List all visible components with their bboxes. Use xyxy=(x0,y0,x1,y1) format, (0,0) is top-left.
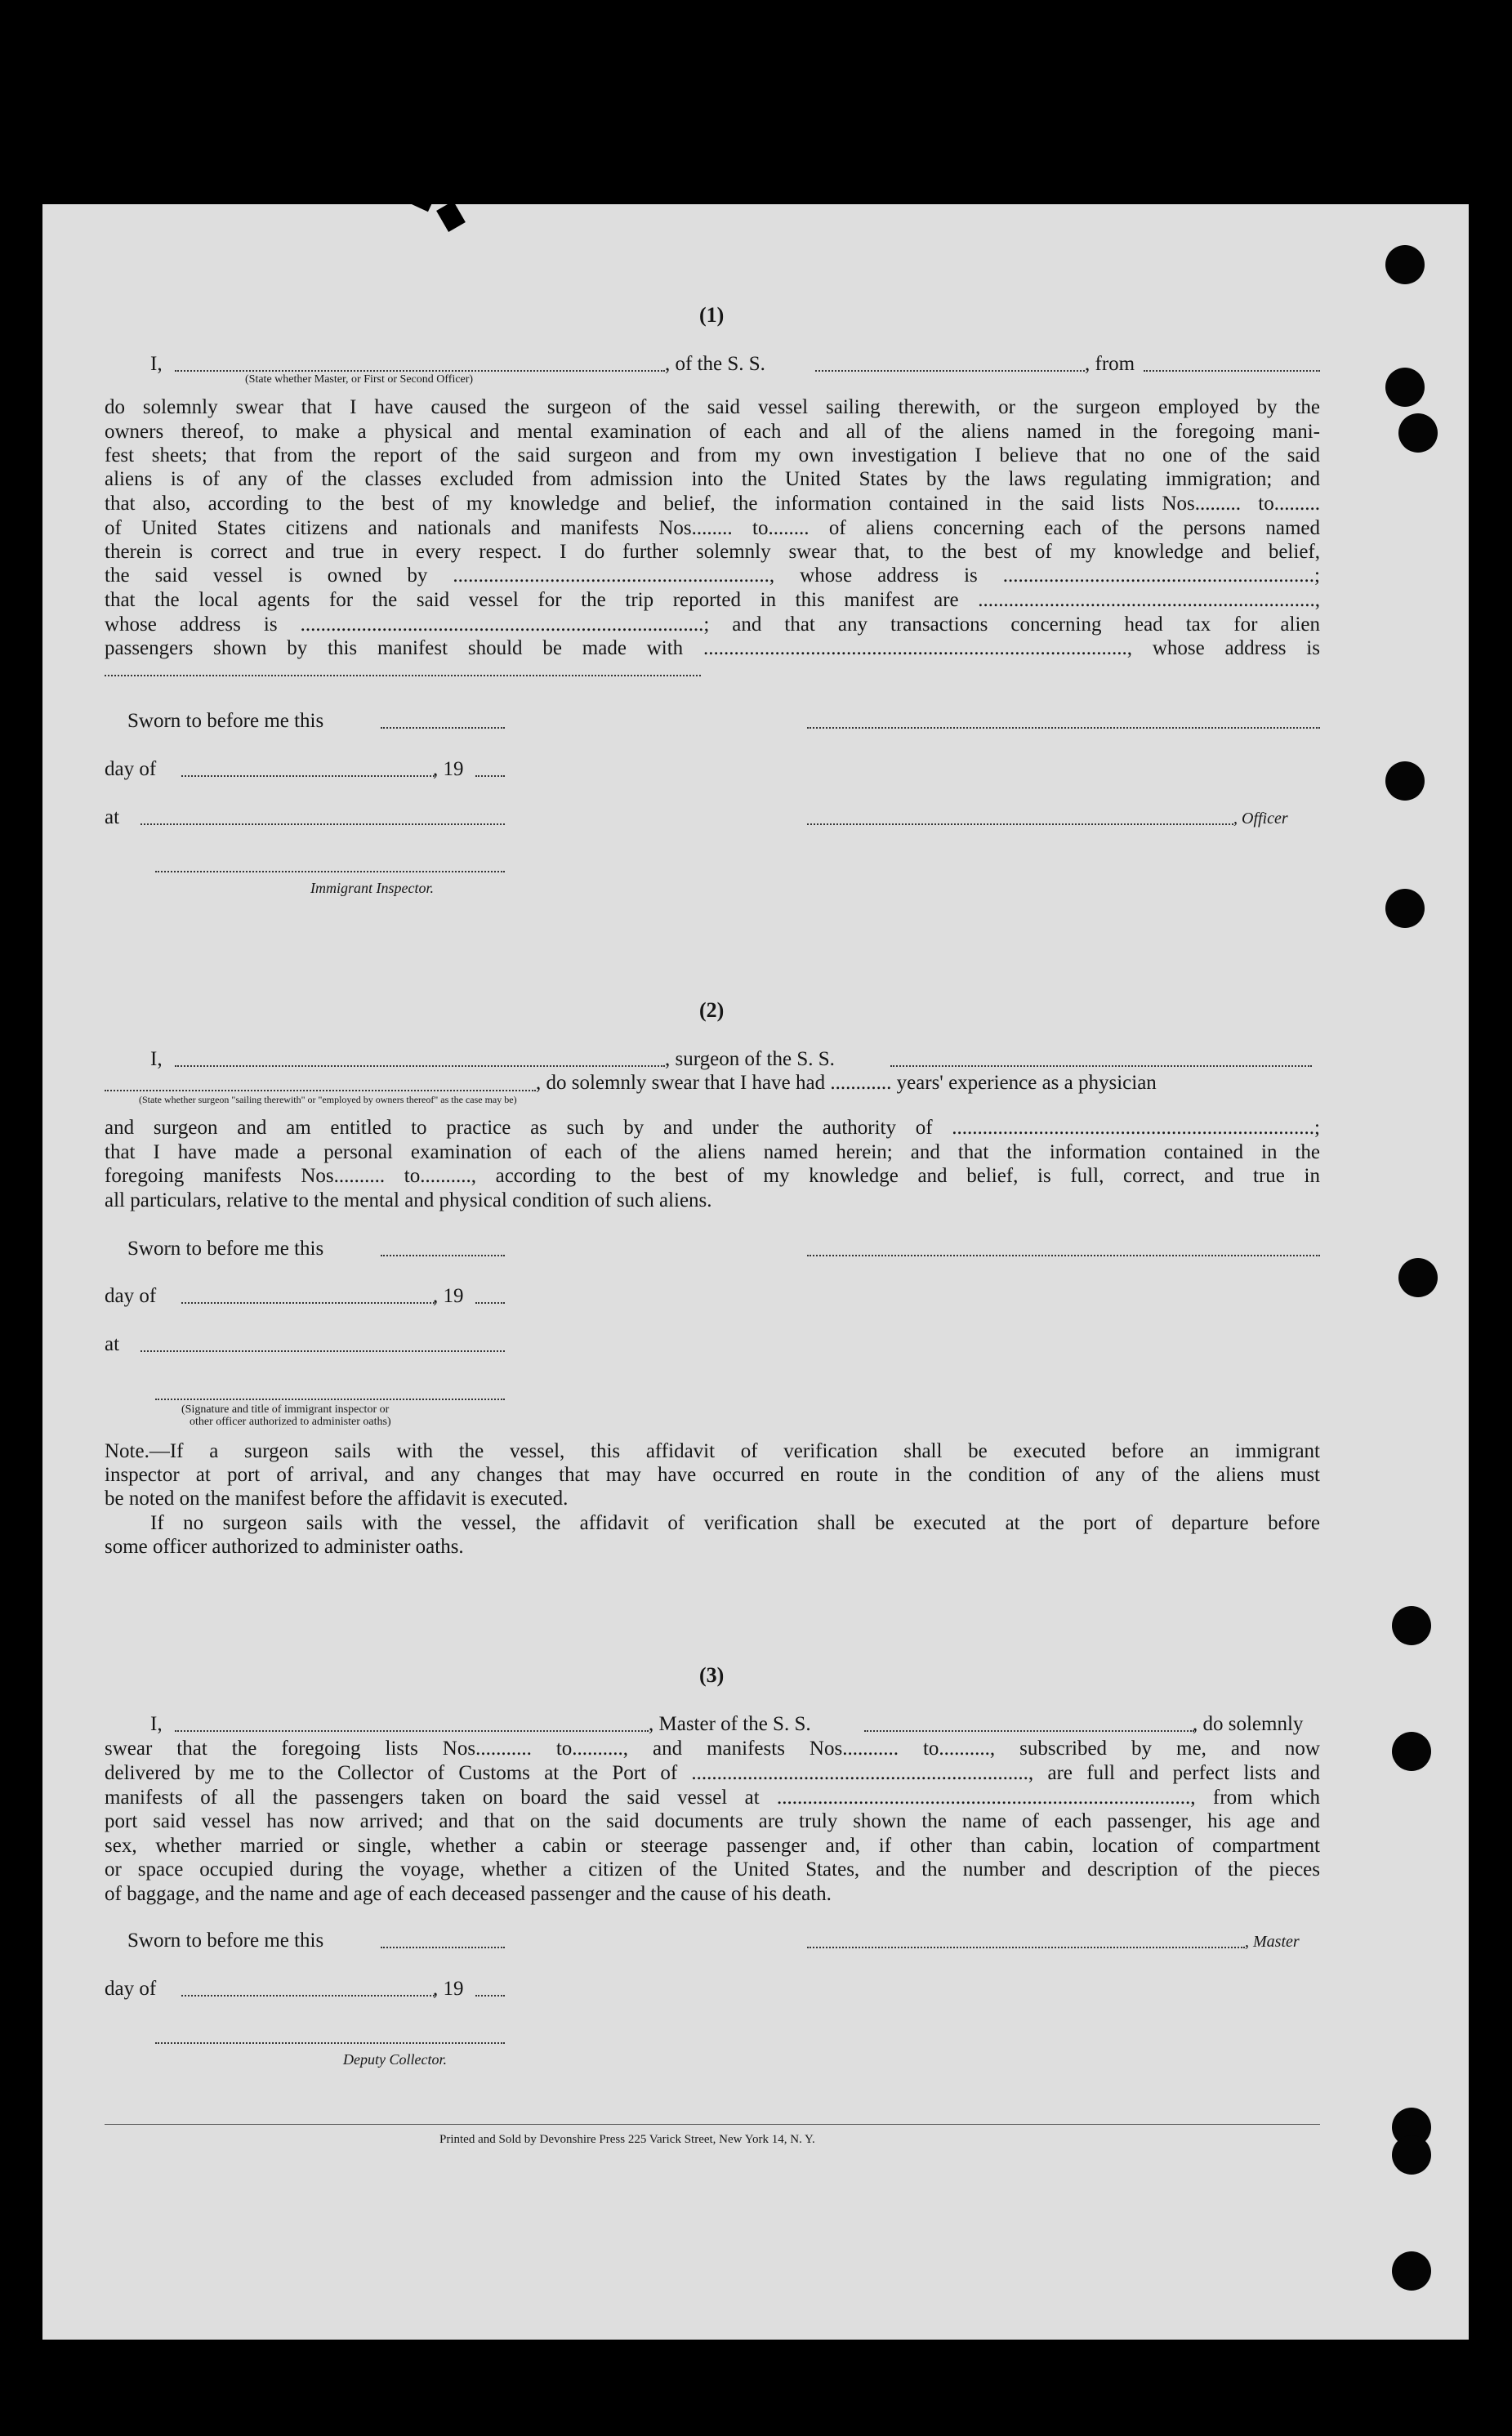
punch-hole xyxy=(1398,413,1438,453)
oath-paragraph-line: that the local agents for the said vessel for the trip reported in this manifest are .................................................................., xyxy=(105,589,1320,611)
punch-hole xyxy=(1392,2251,1431,2291)
day-of-field xyxy=(181,1302,435,1304)
footer-rule xyxy=(105,2124,1320,2125)
master-paragraph-line: swear that the foregoing lists Nos........... to.........., and manifests Nos........... to.........., subscribed by me, and now xyxy=(105,1738,1320,1760)
day-of-field xyxy=(181,1995,435,1997)
solemnly-label: , do solemnly xyxy=(1193,1713,1304,1735)
at-field xyxy=(140,1350,505,1352)
punch-hole xyxy=(1392,1732,1431,1771)
at-label: at xyxy=(105,1333,120,1355)
master-paragraph-line: or space occupied during the voyage, whether a citizen of the United States, and the number and description of the pieces xyxy=(105,1858,1320,1881)
note-line: If no surgeon sails with the vessel, the affidavit of verification shall be executed at the port of departure before xyxy=(150,1512,1320,1534)
oath-paragraph-line: fest sheets; that from the report of the said surgeon and from my own investigation I believe that no one of the said xyxy=(105,444,1320,466)
signature-caption: other officer authorized to administer oaths) xyxy=(190,1416,391,1428)
section-number: (3) xyxy=(699,1663,725,1687)
oath-paragraph-line: the said vessel is owned by .............................................................., whose address is .............................................................; xyxy=(105,564,1320,587)
master-signature-field xyxy=(807,1947,1245,1948)
note-line: inspector at port of arrival, and any changes that may have occurred en route in the condition of any of the aliens must xyxy=(105,1464,1320,1486)
oath-paragraph-line: that also, according to the best of my knowledge and belief, the information contained in the said lists Nos......... to......... xyxy=(105,493,1320,515)
signature-caption: (Signature and title of immigrant inspector or xyxy=(181,1403,390,1416)
surgeon-paragraph-line: all particulars, relative to the mental and physical condition of such aliens. xyxy=(105,1189,712,1211)
punch-hole xyxy=(1392,1606,1431,1645)
master-paragraph-line: port said vessel has now arrived; and that on the said documents are truly shown the name of each passenger, his age and xyxy=(105,1810,1320,1832)
surgeon-paragraph-line: foregoing manifests Nos.......... to.........., according to the best of my knowledge and belief, is full, correct, and true in xyxy=(105,1165,1320,1187)
sworn-label: Sworn to before me this xyxy=(127,1930,324,1952)
punch-hole xyxy=(1385,889,1425,928)
field-note: (State whether surgeon "sailing therewith" or "employed by owners thereof" as the case may be) xyxy=(139,1094,517,1105)
year-field xyxy=(475,775,505,777)
surgeon-vessel-field xyxy=(890,1065,1312,1067)
vessel-label: , of the S. S. xyxy=(665,353,765,375)
year-field xyxy=(475,1995,505,1997)
surgeon-vessel-label: , surgeon of the S. S. xyxy=(665,1048,835,1070)
sworn-label: Sworn to before me this xyxy=(127,1238,324,1260)
punch-hole xyxy=(1385,368,1425,407)
oath-paragraph-line: owners thereof, to make a physical and mental examination of each and all of the aliens named in the foregoing mani- xyxy=(105,421,1320,443)
oath-paragraph-line: whose address is ...............................................................................; and that any transactions concerning head tax for alien xyxy=(105,613,1320,636)
officer-name-field xyxy=(175,370,665,372)
from-field xyxy=(1144,370,1320,372)
oath-line-i: I, xyxy=(150,353,163,375)
sworn-label: Sworn to before me this xyxy=(127,710,324,732)
oath-paragraph-line: therein is correct and true in every respect. I do further solemnly swear that, to the best of my knowledge and belief, xyxy=(105,541,1320,563)
surgeon-signature-field xyxy=(807,1255,1320,1256)
sworn-date-field xyxy=(381,1947,505,1948)
day-of-field xyxy=(181,775,435,777)
surgeon-paragraph-line: that I have made a personal examination of each of the aliens named herein; and that the information contained in the xyxy=(105,1141,1320,1163)
at-label: at xyxy=(105,806,120,828)
punch-hole xyxy=(1398,1258,1438,1297)
at-field xyxy=(140,823,505,825)
surgeon-line-i: I, xyxy=(150,1048,163,1070)
master-name-field xyxy=(175,1730,649,1732)
surgeon-paragraph-line: and surgeon and am entitled to practice as such by and under the authority of .......................................................................; xyxy=(105,1117,1320,1139)
oath-paragraph-line: passengers shown by this manifest should be made with ..................................................................................., whose address is xyxy=(105,637,1320,659)
master-paragraph-line: of baggage, and the name and age of each deceased passenger and the cause of his death. xyxy=(105,1883,832,1905)
year-label: , 19 xyxy=(433,758,464,780)
note-line: some officer authorized to administer oaths. xyxy=(105,1536,464,1558)
address-continuation-field xyxy=(105,675,701,676)
oath-paragraph-line: of United States citizens and nationals and manifests Nos........ to........ of aliens concerning each of the persons named xyxy=(105,517,1320,539)
inspector-signature-field xyxy=(155,1399,505,1400)
printer-imprint: Printed and Sold by Devonshire Press 225 Varick Street, New York 14, N. Y. xyxy=(439,2133,815,2146)
inspector-caption: Immigrant Inspector. xyxy=(310,880,434,896)
surgeon-status-field xyxy=(105,1090,536,1091)
master-vessel-field xyxy=(864,1730,1194,1732)
day-of-label: day of xyxy=(105,758,157,780)
officer-label: , Officer xyxy=(1233,810,1288,828)
day-of-label: day of xyxy=(105,1285,157,1307)
year-label: , 19 xyxy=(433,1978,464,2000)
master-paragraph-line: sex, whether married or single, whether a cabin or steerage passenger and, if other than cabin, location of compartment xyxy=(105,1835,1320,1857)
master-label: , Master xyxy=(1245,1933,1300,1951)
punch-hole xyxy=(1392,2135,1431,2175)
field-note: (State whether Master, or First or Second Officer) xyxy=(245,373,474,386)
surgeon-name-field xyxy=(175,1065,665,1067)
deputy-signature-field xyxy=(155,2042,505,2044)
master-line-i: I, xyxy=(150,1713,163,1735)
year-label: , 19 xyxy=(433,1285,464,1307)
year-field xyxy=(475,1302,505,1304)
vessel-name-field xyxy=(815,370,1085,372)
punch-hole xyxy=(1385,245,1425,284)
sworn-date-field xyxy=(381,1255,505,1256)
from-label: , from xyxy=(1085,353,1135,375)
day-of-label: day of xyxy=(105,1978,157,2000)
oath-paragraph-line: aliens is of any of the classes excluded from admission into the United States by the laws regulating immigration; and xyxy=(105,468,1320,490)
punch-hole xyxy=(1385,761,1425,801)
surgeon-experience-line: , do solemnly swear that I have had ............ years' experience as a physician xyxy=(536,1072,1157,1094)
master-paragraph-line: manifests of all the passengers taken on board the said vessel at ................................................................................., from which xyxy=(105,1787,1320,1809)
master-paragraph-line: delivered by me to the Collector of Customs at the Port of .................................................................., are full and perfect lists and xyxy=(105,1762,1320,1784)
note-line: be noted on the manifest before the affidavit is executed. xyxy=(105,1488,569,1510)
note-line: Note.—If a surgeon sails with the vessel, this affidavit of verification shall be executed before an immigrant xyxy=(105,1440,1320,1462)
oath-paragraph-line: do solemnly swear that I have caused the surgeon of the said vessel sailing therewith, or the surgeon employed by the xyxy=(105,396,1320,418)
inspector-signature-field xyxy=(155,871,505,872)
sworn-date-field xyxy=(381,727,505,729)
section-number: (1) xyxy=(699,303,725,327)
master-vessel-label: , Master of the S. S. xyxy=(649,1713,811,1735)
officer-signature-top-field xyxy=(807,727,1320,729)
officer-signature-field xyxy=(807,823,1233,825)
section-number: (2) xyxy=(699,998,725,1022)
deputy-caption: Deputy Collector. xyxy=(343,2051,447,2068)
